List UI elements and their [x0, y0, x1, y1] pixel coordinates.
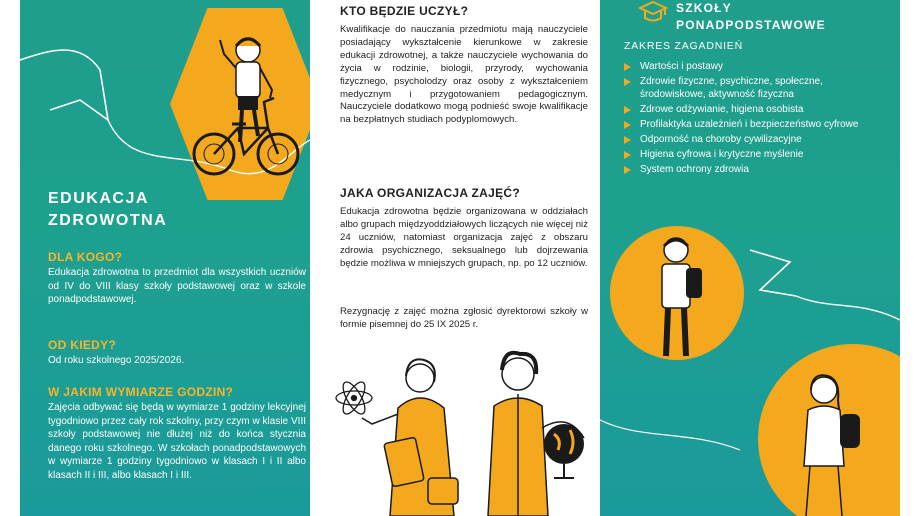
since-when-heading: OD KIEDY?	[48, 338, 117, 352]
cyclist-illustration	[192, 32, 302, 180]
who-teaches-text: Kwalifikacje do nauczania przedmiotu mają nauczyciele posiadający wykształcenie kierunkowe w zakresie edukacji zdrowotnej, a także nauczyciele wychowania do życia w rodzinie, biologii, przyrody, wychowania fizycznego, psycholodzy oraz osoby z wykształceniem medycznym i przygotowaniem pedagogicznym. Nauczyciele dodatkowo mogą podnieść swoje kwalifikacje na bezpłatnych studiach podyplomowych.	[340, 24, 588, 126]
since-when-text: Od roku szkolnego 2025/2026.	[48, 355, 185, 366]
atom-icon	[336, 379, 372, 417]
teachers-illustration	[332, 348, 592, 516]
student-boy-illustration	[636, 232, 716, 362]
organization-text: Edukacja zdrowotna będzie organizowana w oddziałach albo grupach międzyoddziałowych liczących nie więcej niż 24 uczniów, natomiast organizacja zajęć z obszaru zdrowia psychicznego, seksualnego lub dojrzewania będzie możliwa w mniejszych grupach, np. po 12 uczniów.	[340, 206, 588, 269]
student-girl-illustration	[784, 370, 874, 516]
who-teaches-heading: KTO BĘDZIE UCZYŁ?	[340, 4, 469, 18]
list-item: Wartości i postawy	[624, 60, 869, 73]
list-item: Profilaktyka uzależnień i bezpieczeństwo cyfrowe	[624, 118, 869, 131]
school-header-line-1: SZKOŁY	[676, 1, 732, 15]
hours-text: Zajęcia odbywać się będą w wymiarze 1 godziny lekcyjnej tygodniowo przez cały rok szkolny, przy czym w klasie VIII szkoły podstawowej nie dłużej niż do końca stycznia danego roku szkolnego. W szkołach ponadpodstawowych w wymiarze 1 godziny tygodniowo w klasach I i II albo klasach II i III, albo klasach I i III.	[48, 402, 306, 481]
organization-heading: JAKA ORGANIZACJA ZAJĘĆ?	[340, 186, 521, 200]
right-panel	[600, 0, 900, 516]
resignation-text: Rezygnację z zajęć można zgłosić dyrektorowi szkoły w formie pisemnej do 25 IX 2025 r.	[340, 306, 588, 330]
list-item: System ochrony zdrowia	[624, 163, 869, 176]
page-title	[48, 188, 167, 232]
school-header-line-2: PONADPODSTAWOWE	[676, 18, 826, 32]
middle-panel	[310, 0, 600, 516]
list-item: Higiena cyfrowa i krytyczne myślenie	[624, 148, 869, 161]
list-item: Zdrowe odżywianie, higiena osobista	[624, 103, 869, 116]
for-whom-heading: DLA KOGO?	[48, 250, 123, 264]
scope-title: ZAKRES ZAGADNIEŃ	[624, 40, 743, 52]
list-item: Zdrowie fizyczne, psychiczne, społeczne, środowiskowe, aktywność fizyczna	[624, 75, 869, 102]
title-line-2: ZDROWOTNA	[48, 212, 168, 229]
for-whom-text: Edukacja zdrowotna to przedmiot dla wszystkich uczniów od IV do VIII klasy szkoły podstawowej oraz w szkole ponadpodstawowej.	[48, 267, 306, 306]
list-item: Odporność na choroby cywilizacyjne	[624, 133, 869, 146]
left-panel	[20, 0, 310, 516]
hours-heading: W JAKIM WYMIARZE GODZIN?	[48, 385, 234, 399]
title-line-1: EDUKACJA	[48, 190, 149, 207]
